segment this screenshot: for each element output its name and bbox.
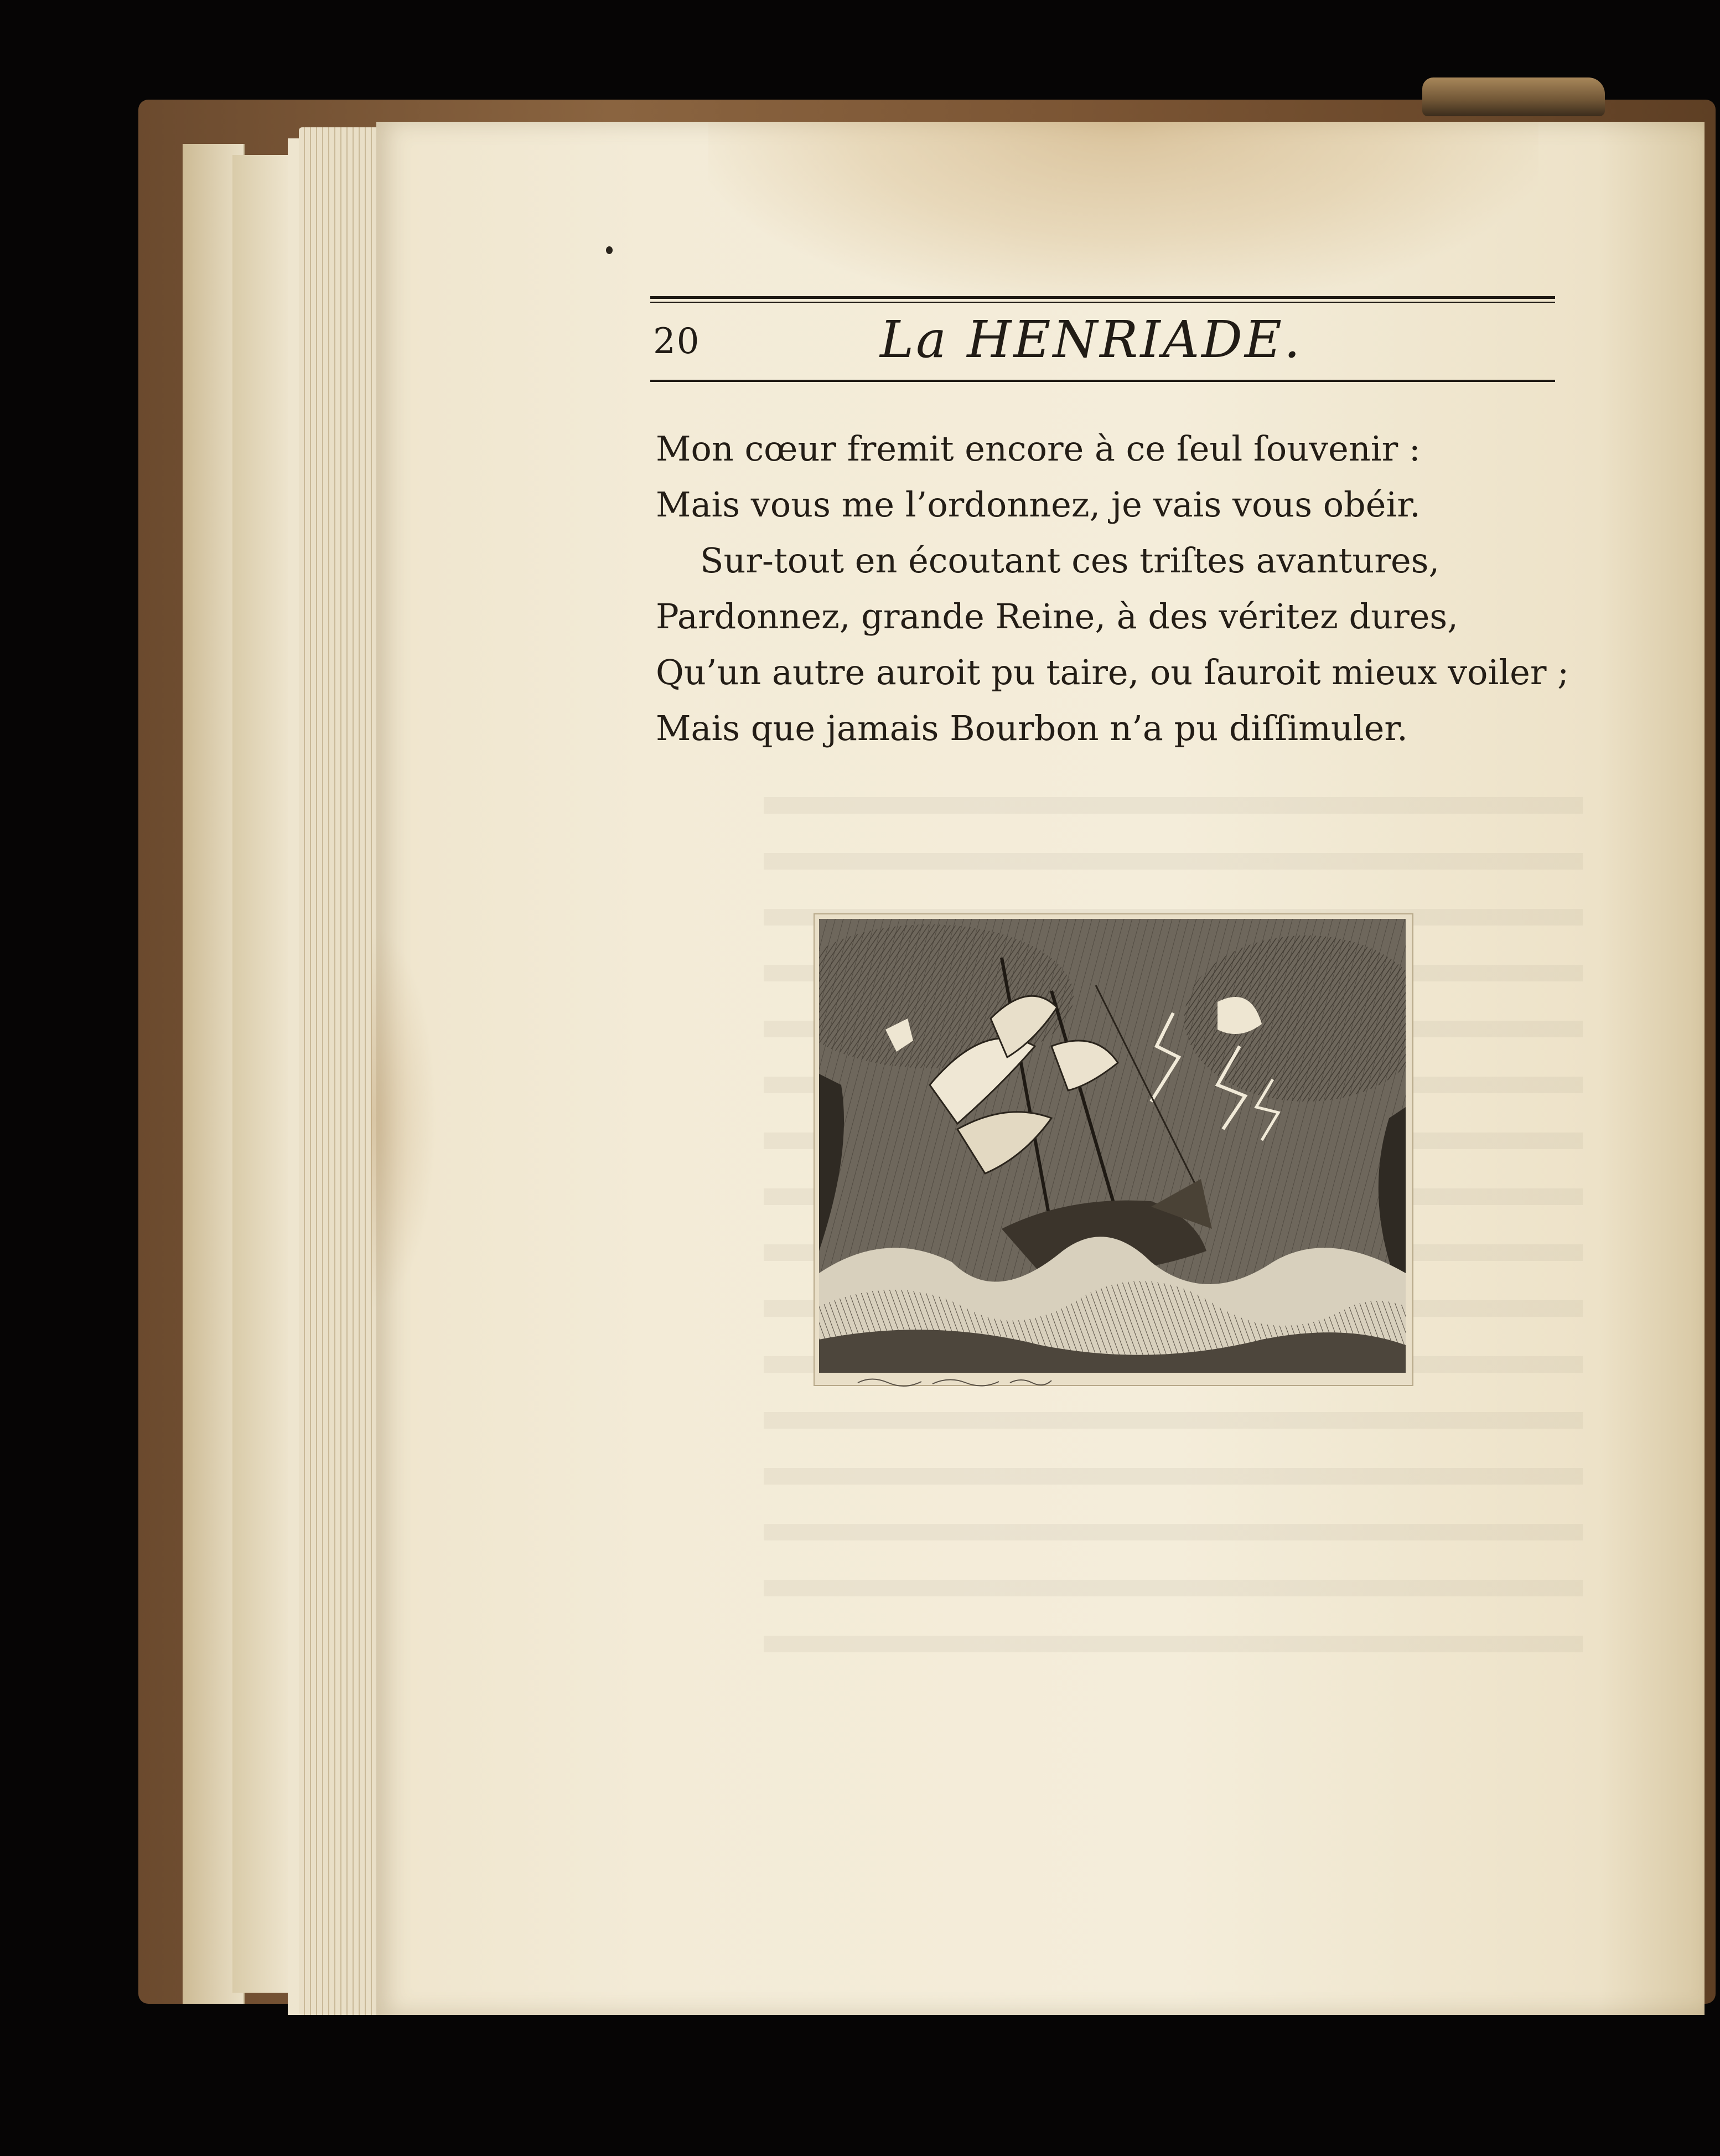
verse-line: Mon cœur fremit encore à ce ſeul ſouvenir : (656, 428, 1421, 469)
ship-in-storm-icon (819, 919, 1406, 1373)
verse-line: Mais que jamais Bourbon n’a pu diſſimuler. (656, 708, 1408, 748)
ink-dot (606, 246, 613, 254)
verse-block (656, 421, 1569, 756)
clasp-icon (1422, 77, 1605, 116)
water-stain (708, 122, 1538, 304)
page-number: 20 (653, 321, 701, 362)
verse-line: Pardonnez, grande Reine, à des véritez dures, (656, 596, 1458, 637)
page-stack-edges (299, 127, 382, 2015)
header-rule-top (650, 296, 1555, 299)
water-stain (371, 924, 437, 1312)
verse-line: Qu’un autre auroit pu taire, ou ſauroit mieux voiler ; (656, 652, 1569, 692)
verse-line: Mais vous me l’ordonnez, je vais vous obéir. (656, 484, 1421, 525)
header-rule-bottom (650, 380, 1555, 382)
header-rule-top-thin (650, 302, 1555, 303)
running-head: La HENRIADE. (880, 310, 1303, 369)
page-edge (232, 155, 294, 1993)
verse-line: Sur-tout en écoutant ces triſtes avantures, (700, 540, 1440, 581)
engraver-signature-icon (855, 1373, 1054, 1389)
